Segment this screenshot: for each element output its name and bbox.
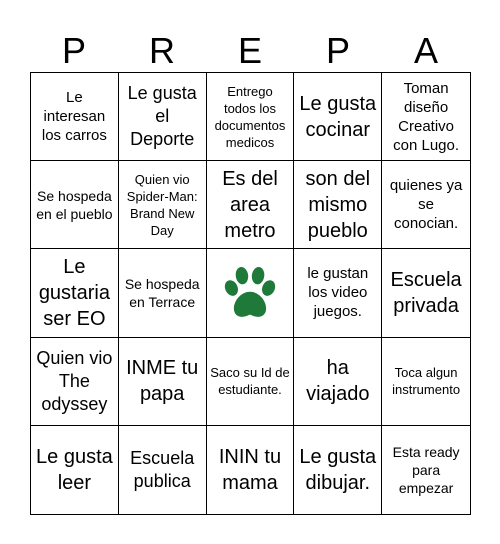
- bingo-cell[interactable]: [119, 426, 207, 514]
- free-space[interactable]: [207, 249, 295, 337]
- cell-text: Le gusta leer: [36, 445, 113, 494]
- cell-text: Saco su Id de estudiante.: [210, 365, 290, 398]
- cell-text: Le gustaria ser EO: [38, 255, 110, 330]
- paw-print-icon: [219, 262, 281, 324]
- cell-text: quienes ya se conocian.: [389, 177, 463, 233]
- cell-text: Quien vio The odyssey: [36, 347, 113, 414]
- bingo-cell[interactable]: [31, 426, 119, 514]
- cell-text: Toca algun instrumento: [392, 365, 461, 398]
- cell-text: Le interesan los carros: [41, 89, 107, 145]
- bingo-cell[interactable]: [31, 249, 119, 337]
- bingo-cell[interactable]: [207, 338, 295, 426]
- bingo-cell[interactable]: [31, 73, 119, 161]
- bingo-cell[interactable]: [294, 249, 382, 337]
- bingo-cell[interactable]: [207, 161, 295, 249]
- cell-text: Es del area metro: [222, 167, 278, 242]
- cell-text: ha viajado: [306, 357, 370, 406]
- header-letter-a: A: [413, 30, 438, 71]
- bingo-board: [30, 72, 471, 515]
- cell-text: le gustan los video juegos.: [307, 265, 369, 321]
- cell-text: Escuela privada: [390, 268, 462, 317]
- bingo-header: [30, 30, 470, 72]
- paw-toe-3: [251, 266, 266, 285]
- paw-toe-2: [235, 266, 250, 285]
- cell-text: Le gusta cocinar: [299, 92, 377, 141]
- bingo-cell[interactable]: [119, 161, 207, 249]
- bingo-cell[interactable]: [31, 161, 119, 249]
- bingo-cell[interactable]: [294, 161, 382, 249]
- cell-text: INME tu papa: [126, 357, 199, 406]
- cell-text: Le gusta dibujar.: [299, 445, 377, 494]
- bingo-cell[interactable]: [119, 338, 207, 426]
- bingo-cell[interactable]: [119, 249, 207, 337]
- bingo-cell[interactable]: [294, 338, 382, 426]
- cell-text: Esta ready para empezar: [392, 443, 460, 496]
- bingo-cell[interactable]: [294, 73, 382, 161]
- cell-text: Quien vio Spider-Man: Brand New Day: [126, 171, 198, 238]
- cell-text: Se hospeda en Terrace: [124, 275, 200, 310]
- header-letter-e: E: [237, 30, 262, 71]
- header-letter-r: R: [149, 30, 175, 71]
- bingo-cell[interactable]: [119, 73, 207, 161]
- bingo-cell[interactable]: [207, 426, 295, 514]
- bingo-cell[interactable]: [207, 73, 295, 161]
- bingo-cell[interactable]: [294, 426, 382, 514]
- header-letter-p: P: [61, 30, 86, 71]
- cell-text: son del mismo pueblo: [305, 167, 371, 242]
- cell-text: Se hospeda en el pueblo: [36, 187, 113, 222]
- cell-text: Le gusta el Deporte: [127, 83, 197, 150]
- bingo-cell[interactable]: [382, 73, 470, 161]
- cell-text: Escuela publica: [130, 447, 195, 491]
- bingo-cell[interactable]: [382, 338, 470, 426]
- bingo-cell[interactable]: [382, 426, 470, 514]
- bingo-cell[interactable]: [31, 338, 119, 426]
- cell-text: ININ tu mama: [218, 445, 282, 494]
- bingo-cell[interactable]: [382, 249, 470, 337]
- bingo-cell[interactable]: [382, 161, 470, 249]
- header-letter-p-2: P: [325, 30, 350, 71]
- cell-text: Entrego todos los documentos medicos: [214, 83, 286, 150]
- paw-pad: [234, 292, 266, 317]
- cell-text: Toman diseño Creativo con Lugo.: [393, 79, 460, 154]
